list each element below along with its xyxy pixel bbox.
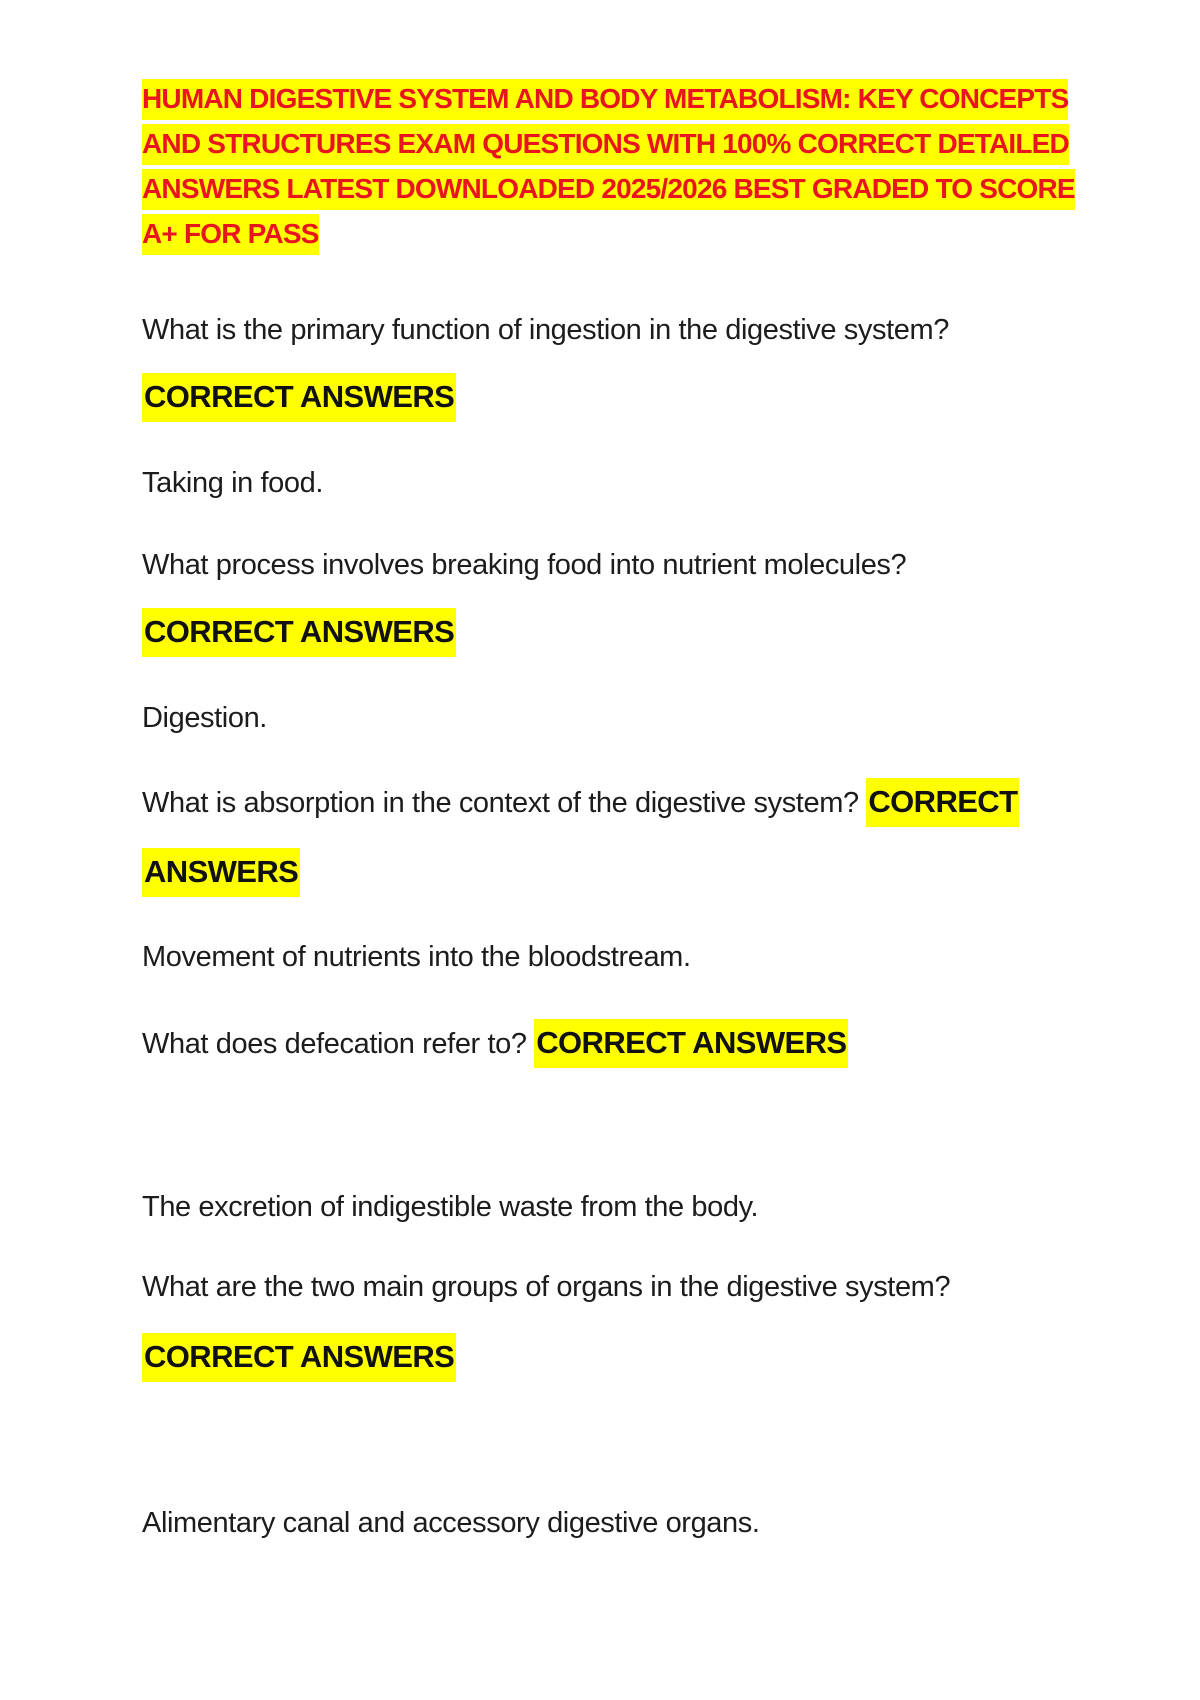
title-highlight: HUMAN DIGESTIVE SYSTEM AND BODY METABOLISM: KEY CONCEPTS AND STRUCTURES EXAM QUESTIONS WITH 100% CORRECT DETAILED ANSWERS LATEST DOWNLOADED 2025/2026 BEST GRADED TO SCORE A+ FOR PASS xyxy=(142,79,1075,255)
correct-answers-highlight: ANSWERS xyxy=(142,848,300,897)
answer-tag-3 xyxy=(142,852,300,893)
answer-tag-2 xyxy=(142,612,456,653)
question-3-text: What is absorption in the context of the digestive system? xyxy=(142,787,859,819)
answer-1: Taking in food. xyxy=(142,467,324,499)
answer-4: The excretion of indigestible waste from the body. xyxy=(142,1191,759,1223)
answer-5: Alimentary canal and accessory digestive organs. xyxy=(142,1507,760,1539)
question-1: What is the primary function of ingestion in the digestive system? xyxy=(142,314,949,346)
document-title xyxy=(142,76,1082,256)
question-5: What are the two main groups of organs in the digestive system? xyxy=(142,1271,951,1303)
question-2: What process involves breaking food into nutrient molecules? xyxy=(142,549,907,581)
correct-answers-highlight: CORRECT ANSWERS xyxy=(142,373,456,422)
correct-answers-highlight: CORRECT ANSWERS xyxy=(142,1333,456,1382)
correct-answers-highlight: CORRECT xyxy=(866,778,1019,827)
answer-3: Movement of nutrients into the bloodstream. xyxy=(142,941,691,973)
correct-answers-highlight: CORRECT ANSWERS xyxy=(142,608,456,657)
question-4 xyxy=(142,1023,848,1064)
answer-tag-1 xyxy=(142,377,456,418)
answer-2: Digestion. xyxy=(142,702,267,734)
answer-tag-5 xyxy=(142,1337,456,1378)
question-3 xyxy=(142,782,1019,823)
question-4-text: What does defecation refer to? xyxy=(142,1028,527,1060)
correct-answers-highlight: CORRECT ANSWERS xyxy=(534,1019,848,1068)
